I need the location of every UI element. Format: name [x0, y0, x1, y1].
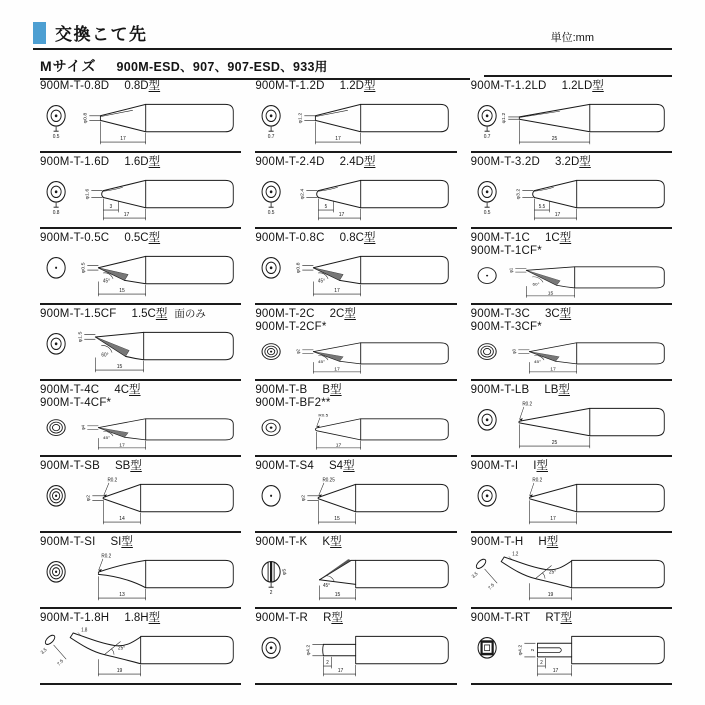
svg-text:60°: 60°: [101, 353, 109, 359]
side-view: [40, 627, 233, 676]
side-view: [316, 413, 449, 450]
front-view: [47, 420, 65, 436]
side-view: [471, 551, 664, 600]
svg-text:φ1.2: φ1.2: [298, 112, 304, 124]
side-view: [301, 477, 449, 524]
svg-text:2: 2: [529, 648, 535, 652]
front-view: [47, 334, 65, 355]
type-label: S4型: [329, 460, 355, 472]
model-number: 900M-T-R: [255, 612, 309, 624]
cell-head: [471, 80, 672, 93]
side-view: [80, 419, 233, 450]
type-label: LB型: [544, 384, 570, 396]
svg-text:17: 17: [123, 211, 130, 219]
svg-text:25°: 25°: [548, 570, 556, 576]
type-label: SB型: [114, 460, 142, 472]
tip-cell-900M-T-0.8D: [40, 77, 241, 153]
model-number: 900M-T-2C: [255, 308, 315, 320]
svg-text:25: 25: [551, 135, 558, 143]
svg-text:0.5: 0.5: [268, 209, 275, 217]
tip-drawing: [255, 169, 456, 226]
svg-text:0.5: 0.5: [52, 133, 60, 141]
type-label: 4C型: [114, 384, 141, 396]
type-label: B型: [322, 384, 342, 396]
svg-text:3.5: 3.5: [471, 571, 479, 581]
tip-cell-900M-T-0.8C: [255, 229, 456, 305]
type-label: I型: [533, 460, 548, 472]
model-number: 900M-T-S4: [255, 460, 315, 472]
svg-text:φ3.2: φ3.2: [516, 188, 521, 200]
model-number: 900M-T-3CF*: [470, 321, 542, 333]
cell-head: [40, 460, 241, 473]
cell-head: [471, 612, 672, 625]
svg-text:R0.5: R0.5: [318, 412, 329, 418]
tip-cell-900M-T-K: [255, 533, 456, 609]
model-number: 900M-T-1.8H: [40, 612, 110, 624]
cell-head: [471, 536, 672, 549]
side-view: [85, 180, 234, 220]
svg-text:45°: 45°: [318, 359, 326, 364]
front-view: [478, 268, 496, 284]
svg-text:45°: 45°: [102, 435, 110, 440]
tip-drawing: [40, 625, 241, 682]
svg-text:19: 19: [116, 667, 123, 675]
front-view: [262, 106, 280, 141]
svg-text:17: 17: [120, 135, 126, 143]
svg-text:60°: 60°: [532, 281, 540, 287]
cell-head: [255, 156, 456, 169]
svg-text:5.5: 5.5: [538, 204, 545, 211]
side-view: [508, 267, 664, 298]
front-view: [478, 486, 496, 507]
front-view: [47, 258, 65, 279]
model-number: 900M-T-LB: [470, 384, 530, 396]
svg-text:R0.2: R0.2: [101, 554, 112, 560]
side-view: [81, 256, 234, 296]
model-number: 900M-T-SI: [40, 536, 96, 548]
cell-head: [40, 612, 241, 625]
type-label: H型: [538, 536, 559, 548]
svg-text:25: 25: [551, 439, 558, 447]
cell-head: [471, 460, 672, 473]
tip-cell-900M-T-1C: [471, 229, 672, 305]
svg-text:2: 2: [539, 660, 543, 667]
svg-text:0.5: 0.5: [483, 209, 491, 217]
svg-text:1.8: 1.8: [81, 628, 88, 634]
model-number: 900M-T-2.4D: [255, 156, 325, 168]
type-label: 3C型: [544, 308, 572, 320]
cell-head: [40, 384, 241, 410]
tip-drawing: [40, 473, 241, 530]
type-label: K型: [322, 536, 342, 548]
model-number: 900M-T-3.2D: [470, 156, 540, 168]
cell-head: [255, 536, 456, 549]
front-view: [47, 486, 65, 507]
front-view: [478, 638, 496, 659]
model-number: 900M-T-B: [255, 384, 308, 396]
side-view: [511, 343, 664, 374]
tip-cell-900M-T-1.8H: [40, 609, 241, 685]
cell-head: [255, 384, 456, 410]
side-view: [86, 477, 234, 524]
cell-head: [255, 232, 456, 245]
tip-drawing: [471, 473, 672, 530]
svg-text:15: 15: [335, 591, 341, 599]
cell-head: [40, 536, 241, 549]
tip-drawing: [471, 258, 672, 302]
model-number: 900M-T-4C: [40, 384, 100, 396]
side-view: [501, 104, 664, 144]
cell-head: [40, 80, 241, 93]
tip-drawing: [255, 334, 456, 378]
svg-text:R0.2: R0.2: [532, 478, 542, 484]
svg-text:φ1.5: φ1.5: [78, 331, 84, 343]
tip-cell-900M-T-3C: [471, 305, 672, 381]
tip-drawing: [471, 549, 672, 606]
model-number: 900M-T-1.6D: [40, 156, 110, 168]
side-view: [98, 553, 233, 600]
model-number: 900M-T-0.8D: [40, 80, 110, 92]
tip-cell-900M-T-4C: [40, 381, 241, 457]
front-view: [262, 258, 280, 279]
model-number: 900M-T-H: [470, 536, 524, 548]
tip-cell-900M-T-H: [471, 533, 672, 609]
model-number: 900M-T-1.2LD: [470, 80, 547, 92]
tip-drawing: [40, 549, 241, 606]
type-label: 2.4D型: [339, 156, 376, 168]
svg-text:19: 19: [547, 591, 553, 599]
tip-cell-900M-T-SB: [40, 457, 241, 533]
accent-bar: [33, 22, 46, 44]
model-number: 900M-T-4CF*: [40, 397, 112, 409]
size-label: Mサイズ: [40, 58, 97, 74]
tip-drawing: [471, 334, 672, 378]
tip-cell-900M-T-1.2D: [255, 77, 456, 153]
svg-text:2: 2: [326, 660, 330, 667]
front-view: [478, 410, 496, 431]
model-number: 900M-T-0.5C: [40, 232, 110, 244]
side-view: [295, 343, 448, 374]
tip-drawing: [471, 625, 672, 682]
tip-drawing: [255, 245, 456, 302]
svg-text:3.5: 3.5: [40, 647, 49, 657]
side-view: [298, 104, 449, 144]
model-number: 900M-T-1C: [470, 232, 530, 244]
svg-text:17: 17: [554, 211, 561, 219]
svg-text:7.5: 7.5: [487, 583, 496, 592]
type-label: 1.8H型: [124, 612, 161, 624]
svg-text:7.5: 7.5: [56, 659, 65, 668]
svg-text:2: 2: [270, 589, 273, 597]
tip-cell-900M-T-R: [255, 609, 456, 685]
svg-text:45°: 45°: [533, 359, 541, 364]
page-header: [33, 20, 672, 50]
front-view: [47, 562, 65, 583]
type-label: 1C型: [544, 232, 572, 244]
model-number: 900M-T-3C: [470, 308, 530, 320]
tip-drawing: [255, 410, 456, 454]
svg-text:17: 17: [549, 367, 556, 373]
svg-text:17: 17: [119, 443, 125, 449]
compatible-models-label: 900M-ESD、907、907-ESD、933用: [116, 60, 328, 74]
svg-text:14: 14: [119, 515, 125, 523]
type-label: 1.2LD型: [561, 80, 604, 92]
svg-text:45°: 45°: [318, 279, 326, 285]
svg-text:R0.2: R0.2: [107, 478, 118, 484]
svg-text:17: 17: [335, 135, 342, 143]
cell-head: [40, 156, 241, 169]
tip-drawing: [40, 169, 241, 226]
front-view: [262, 420, 280, 436]
svg-text:φ0.8: φ0.8: [296, 262, 302, 274]
model-number: 900M-T-I: [470, 460, 519, 472]
svg-text:φ2.4: φ2.4: [300, 188, 306, 200]
cell-head: [471, 384, 672, 397]
svg-text:17: 17: [338, 667, 344, 675]
svg-text:25°: 25°: [118, 646, 126, 652]
tip-cell-900M-T-I: [471, 457, 672, 533]
tip-cell-900M-T-B: [255, 381, 456, 457]
svg-text:φ3: φ3: [510, 349, 517, 355]
front-view: [47, 106, 65, 141]
tip-cell-900M-T-2.4D: [255, 153, 456, 229]
side-view: [78, 331, 234, 372]
model-number: 900M-T-0.8C: [255, 232, 325, 244]
svg-text:1.2: 1.2: [511, 552, 519, 558]
front-view: [262, 638, 280, 659]
tip-drawing: [471, 93, 672, 150]
tip-drawing: [40, 321, 241, 378]
side-view: [515, 180, 664, 220]
svg-text:φ2: φ2: [86, 494, 92, 502]
front-view: [262, 562, 288, 597]
svg-text:17: 17: [552, 667, 559, 675]
model-number: 900M-T-RT: [470, 612, 531, 624]
side-view: [517, 636, 664, 676]
type-label: 0.5C型: [124, 232, 161, 244]
tip-cell-900M-T-2C: [255, 305, 456, 381]
model-number: 900M-T-1.5CF: [40, 308, 117, 320]
tip-cell-900M-T-S4: [255, 457, 456, 533]
model-number: 900M-T-1.2D: [255, 80, 325, 92]
svg-text:φ2: φ2: [301, 494, 307, 502]
type-label: RT型: [545, 612, 573, 624]
svg-text:5: 5: [325, 204, 328, 211]
tip-cell-900M-T-1.5CF: [40, 305, 241, 381]
front-view: [262, 486, 280, 507]
model-number: 900M-T-K: [255, 536, 308, 548]
tip-grid: [40, 77, 672, 685]
tip-drawing: [40, 245, 241, 302]
tip-cell-900M-T-SI: [40, 533, 241, 609]
cell-head: [40, 232, 241, 245]
svg-text:13: 13: [119, 591, 125, 599]
cell-head: [255, 308, 456, 334]
svg-text:15: 15: [119, 287, 125, 295]
cell-head: [255, 612, 456, 625]
tip-drawing: [40, 93, 241, 150]
side-view: [83, 104, 234, 144]
svg-text:17: 17: [336, 443, 342, 449]
front-view: [262, 182, 280, 217]
svg-text:R0.2: R0.2: [521, 402, 532, 408]
svg-text:φ1.6: φ1.6: [85, 188, 91, 200]
tip-drawing: [471, 169, 672, 226]
svg-text:φ4.2: φ4.2: [518, 644, 523, 656]
front-view: [47, 182, 65, 217]
side-view: [296, 256, 449, 296]
page-title: 交換こて先: [55, 25, 148, 44]
side-view: [300, 180, 449, 220]
svg-text:φ1: φ1: [507, 267, 513, 273]
svg-text:φ4.2: φ4.2: [306, 644, 312, 656]
svg-text:φ1.2: φ1.2: [502, 112, 507, 124]
model-number: 900M-T-2CF*: [255, 321, 327, 333]
svg-text:17: 17: [339, 211, 345, 219]
type-label: SI型: [110, 536, 133, 548]
tip-drawing: [40, 410, 241, 454]
type-label: 1.5C型: [131, 308, 168, 320]
svg-text:R0.25: R0.25: [322, 478, 336, 484]
side-view: [306, 636, 449, 676]
svg-text:15: 15: [116, 363, 123, 371]
tip-drawing: [255, 93, 456, 150]
type-label: 1.2D型: [339, 80, 376, 92]
cell-head: [255, 460, 456, 473]
svg-text:17: 17: [334, 367, 341, 373]
front-view: [478, 182, 496, 217]
type-label: 3.2D型: [554, 156, 591, 168]
cell-head: [40, 308, 241, 321]
type-label: 0.8C型: [339, 232, 376, 244]
cell-head: [471, 308, 672, 334]
svg-text:0.7: 0.7: [268, 133, 275, 141]
type-label: 2C型: [329, 308, 356, 320]
svg-text:φ0.8: φ0.8: [83, 112, 89, 124]
type-label: 1.6D型: [124, 156, 161, 168]
unit-label: 単位:mm: [550, 32, 594, 44]
type-note: 面のみ: [174, 308, 206, 320]
svg-text:0.8: 0.8: [52, 209, 60, 217]
svg-text:φ0.5: φ0.5: [81, 262, 87, 274]
svg-text:φ5: φ5: [283, 568, 288, 575]
model-number: 900M-T-1CF*: [470, 245, 542, 257]
tip-drawing: [471, 397, 672, 454]
cell-head: [471, 156, 672, 169]
svg-text:0.7: 0.7: [483, 133, 491, 141]
svg-text:17: 17: [549, 515, 556, 523]
tip-cell-900M-T-1.6D: [40, 153, 241, 229]
cell-head: [255, 80, 456, 93]
svg-text:3: 3: [109, 204, 113, 211]
cell-head: [471, 232, 672, 258]
type-label: 0.8D型: [124, 80, 161, 92]
tip-drawing: [255, 625, 456, 682]
svg-text:45°: 45°: [102, 279, 110, 285]
front-view: [478, 106, 496, 141]
tip-cell-900M-T-0.5C: [40, 229, 241, 305]
svg-text:15: 15: [334, 515, 341, 523]
tip-drawing: [255, 549, 456, 606]
tip-cell-900M-T-3.2D: [471, 153, 672, 229]
svg-text:45°: 45°: [323, 584, 331, 590]
svg-text:15: 15: [547, 291, 553, 297]
svg-text:φ2: φ2: [295, 349, 301, 355]
tip-cell-900M-T-1.2LD: [471, 77, 672, 153]
tip-cell-900M-T-RT: [471, 609, 672, 685]
front-view: [262, 344, 280, 360]
side-view: [320, 559, 449, 600]
svg-text:17: 17: [334, 287, 341, 295]
tip-drawing: [255, 473, 456, 530]
front-view: [478, 344, 496, 360]
side-view: [529, 477, 664, 524]
side-view: [519, 401, 664, 448]
model-number: 900M-T-BF2**: [255, 397, 331, 409]
model-number: 900M-T-SB: [40, 460, 100, 472]
svg-text:φ4: φ4: [80, 425, 86, 431]
type-label: R型: [323, 612, 343, 624]
tip-cell-900M-T-LB: [471, 381, 672, 457]
